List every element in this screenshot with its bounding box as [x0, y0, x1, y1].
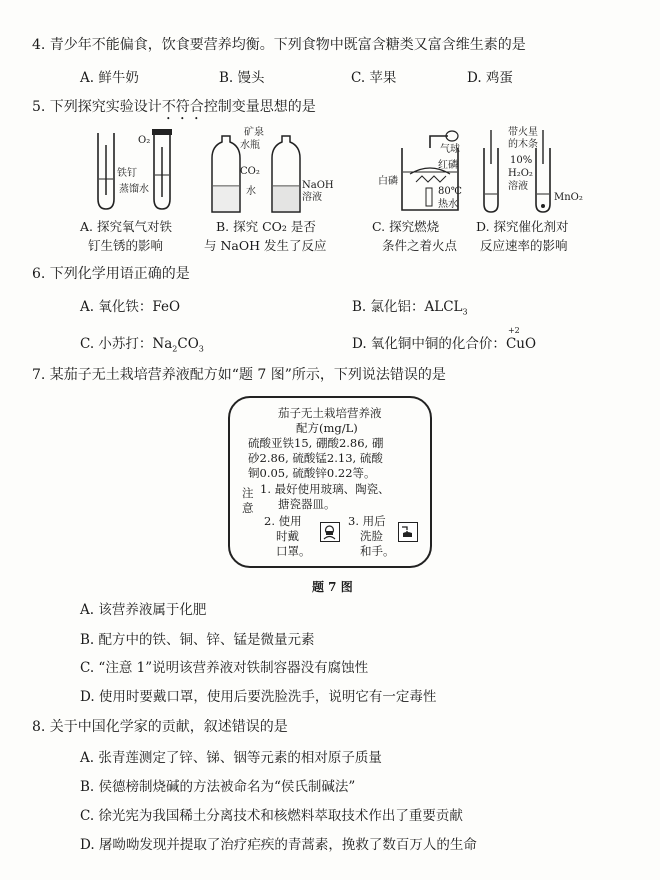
exp-d-label-mno2: MnO₂: [554, 192, 583, 203]
exp-a-caption-2: 钉生锈的影响: [88, 238, 164, 253]
q7-option-d: D. 使用时要戴口罩，使用后要洗脸洗手，说明它有一定毒性: [80, 689, 437, 705]
exp-d-label-2: 的木条: [508, 139, 538, 150]
q7-box-title-2: 配方(mg/L): [296, 421, 358, 435]
q8-option-a: A. 张青莲测定了锌、锑、铟等元素的相对原子质量: [80, 750, 382, 766]
exp-a-label-water: 蒸馏水: [119, 184, 149, 195]
exp-a-label-o2: O₂: [138, 135, 151, 146]
q7-figure-card: [228, 396, 432, 568]
exp-d-caption: [476, 217, 569, 255]
exp-a-caption: [80, 217, 172, 255]
q8-option-c: C. 徐光宪为我国稀土分离技术和核燃料萃取技术作出了重要贡献: [80, 808, 463, 824]
exp-b-label-water: 水: [246, 186, 256, 197]
q6-option-c-mid: CO: [177, 336, 199, 352]
exp-b-label-1: 矿泉: [244, 127, 264, 138]
q7-box-note-2b: 时戴: [276, 529, 299, 543]
q7-box-note-label-2: 意: [242, 501, 254, 515]
q4-option-d: D. 鸡蛋: [467, 70, 513, 86]
q7-box-line-3: 铜0.05, 硫酸锌0.22等。: [248, 466, 376, 480]
q7-box-note-3a: 3. 用后: [348, 514, 386, 528]
exp-d-label-1: 带火星: [508, 127, 538, 138]
exp-b-label-co2: CO₂: [240, 166, 260, 177]
q5-stem: [32, 96, 316, 123]
q7-box-line-2: 砂2.86, 硫酸锰2.13, 硫酸: [248, 451, 383, 465]
q5-stem-post: 控制变量思想的是: [203, 99, 316, 115]
q7-box-note-2c: 口罩。: [276, 544, 311, 558]
q5-stem-emphasis: 不符合: [161, 99, 204, 115]
exp-c-label-temp: 80℃: [438, 186, 462, 197]
exp-c-caption-1: C. 探究燃烧: [372, 219, 440, 234]
wash-hands-icon: [398, 522, 418, 542]
q7-option-b: B. 配方中的铁、铜、锌、锰是微量元素: [80, 632, 315, 648]
exp-b-caption-1: B. 探究 CO₂ 是否: [216, 219, 316, 234]
q6-option-c-text: C. 小苏打：Na: [80, 336, 173, 352]
q7-figure-caption: 题 7 图: [312, 580, 353, 594]
exp-c-caption: [372, 217, 457, 255]
q6-option-d-formula: CuO: [505, 336, 537, 352]
q7-option-a: A. 该营养液属于化肥: [80, 602, 207, 618]
exp-c-caption-2: 条件之着火点: [382, 238, 458, 253]
exp-c-label-hot-water: 热水: [438, 199, 458, 210]
q6-option-d-sup: +2: [507, 326, 520, 335]
q4-option-c: C. 苹果: [351, 70, 397, 86]
exp-a-label-nail: 铁钉: [117, 168, 137, 179]
q8-stem: 8. 关于中国化学家的贡献，叙述错误的是: [32, 719, 288, 735]
exp-d-caption-1: D. 探究催化剂对: [476, 219, 569, 234]
q7-stem: 7. 某茄子无土栽培营养液配方如“题 7 图”所示，下列说法错误的是: [32, 367, 446, 383]
exp-b-label-2: 水瓶: [240, 140, 260, 151]
q8-option-d: D. 屠呦呦发现并提取了治疗疟疾的青蒿素，挽救了数百万人的生命: [80, 837, 477, 853]
q6-option-b: [352, 295, 468, 317]
exp-c-label-white-p: 白磷: [378, 176, 398, 187]
q7-box-note-1b: 搪瓷器皿。: [278, 497, 336, 511]
exp-d-label-h2o2: H₂O₂: [508, 168, 533, 179]
q5-stem-pre: 5. 下列探究实验设计: [32, 99, 162, 115]
experiment-b-figure: [210, 128, 330, 218]
exp-b-label-solution: 溶液: [302, 192, 322, 203]
q4-stem: 4. 青少年不能偏食，饮食要营养均衡。下列食物中既富含糖类又富含维生素的是: [32, 37, 526, 53]
exp-c-label-balloon: 气球: [440, 144, 460, 155]
q7-box-note-1a: 1. 最好使用玻璃、陶瓷、: [260, 482, 390, 496]
q6-option-d-text: D. 氧化铜中铜的化合价：: [352, 336, 506, 352]
q4-option-b: B. 馒头: [219, 70, 265, 86]
q6-option-c-sub1: 2: [172, 344, 178, 354]
q7-box-title-1: 茄子无土栽培营养液: [278, 406, 382, 420]
q6-option-d-formula-wrap: [505, 326, 537, 352]
q7-box-line-1: 硫酸亚铁15, 硼酸2.86, 硼: [248, 436, 384, 450]
q6-option-c: [80, 332, 204, 354]
exp-b-caption: [204, 217, 327, 255]
q6-option-b-sub: 3: [462, 307, 468, 317]
q6-option-d: [352, 326, 537, 352]
experiment-c-figure: [382, 128, 482, 216]
q7-box-note-3b: 洗脸: [360, 529, 383, 543]
q8-option-b: B. 侯德榜制烧碱的方法被命名为“侯氏制碱法”: [80, 779, 356, 795]
q7-box-note-2a: 2. 使用: [264, 514, 302, 528]
exp-d-label-solution: 溶液: [508, 181, 528, 192]
q6-option-b-text: B. 氯化铝：ALCL: [352, 299, 463, 315]
q7-option-c: C. “注意 1”说明该营养液对铁制容器没有腐蚀性: [80, 660, 369, 676]
q4-option-a: A. 鲜牛奶: [80, 70, 139, 86]
exp-b-caption-2: 与 NaOH 发生了反应: [204, 238, 327, 253]
q7-box-note-label-1: 注: [242, 486, 254, 500]
q7-box-note-3c: 和手。: [360, 544, 395, 558]
exp-a-caption-1: A. 探究氧气对铁: [80, 219, 172, 234]
exp-b-label-naoh: NaOH: [302, 180, 334, 191]
exp-c-label-red-p: 红磷: [438, 160, 458, 171]
q6-stem: 6. 下列化学用语正确的是: [32, 266, 190, 282]
exp-d-caption-2: 反应速率的影响: [480, 238, 568, 253]
exp-d-label-conc: 10%: [510, 155, 533, 166]
q6-option-a: A. 氧化铁：FeO: [80, 299, 181, 315]
q6-option-c-sub2: 3: [198, 344, 204, 354]
mask-icon: [320, 522, 340, 542]
